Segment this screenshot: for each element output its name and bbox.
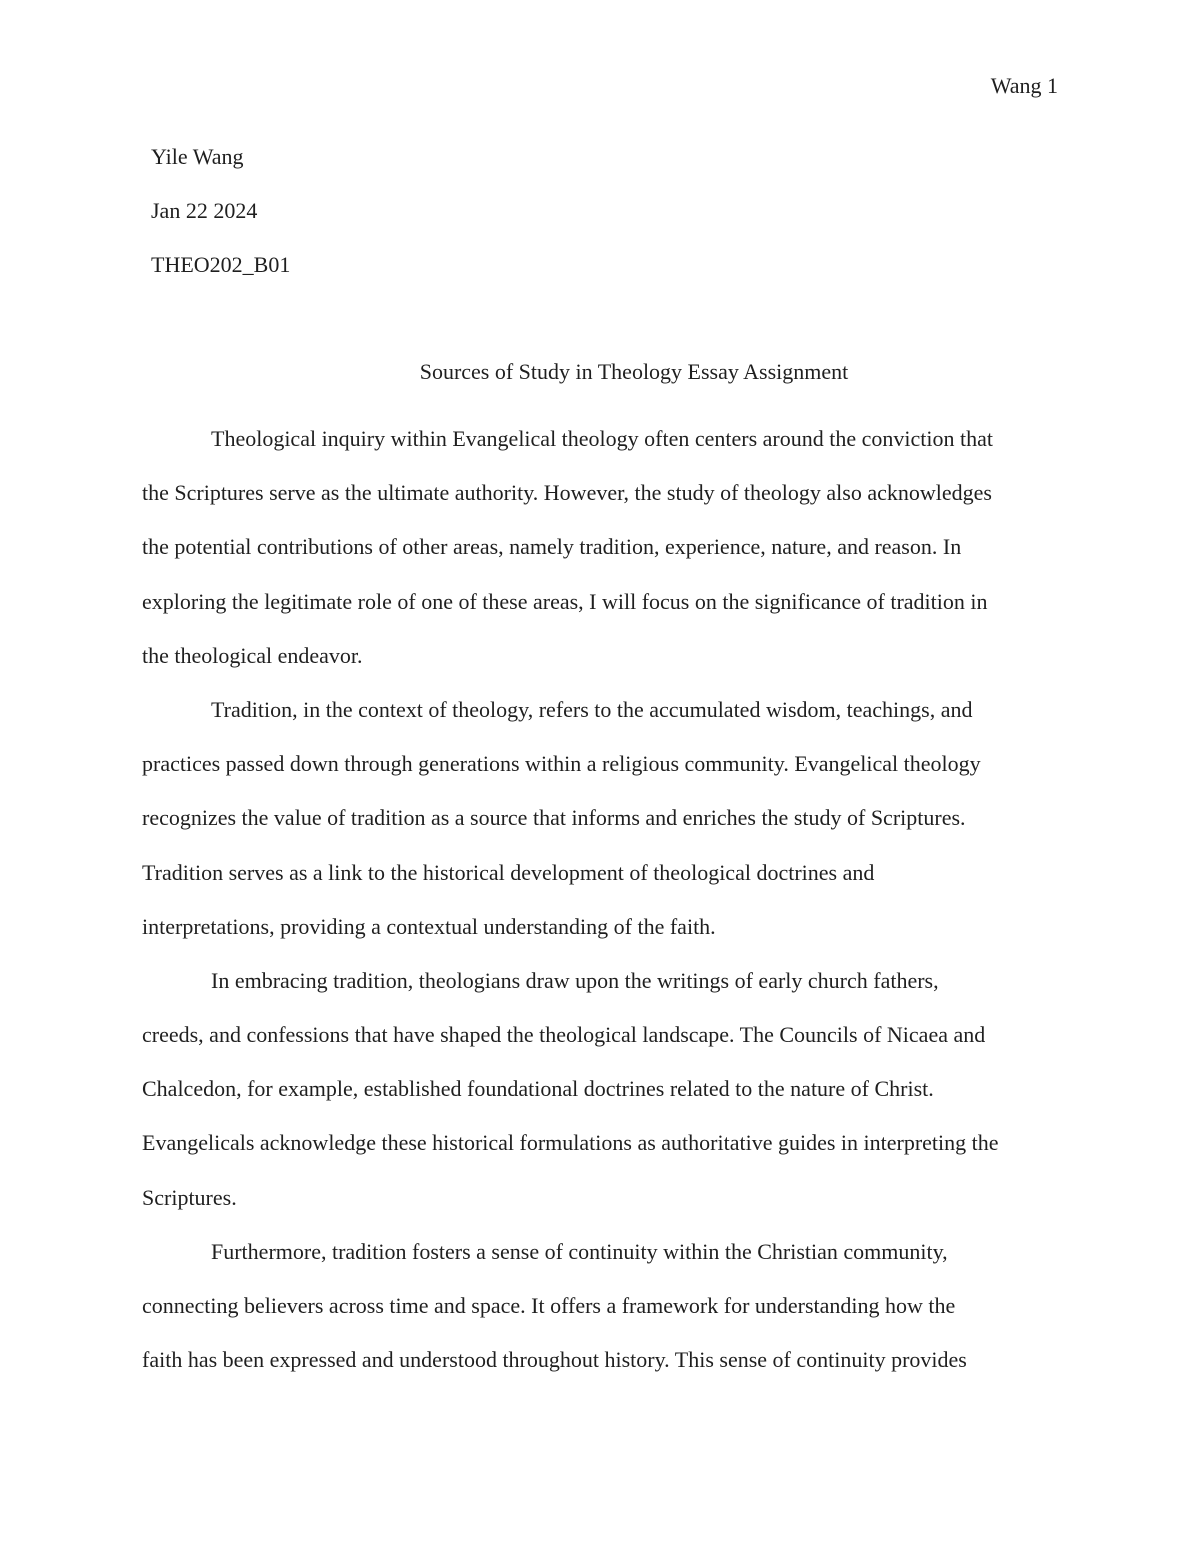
paragraph-line: recognizes the value of tradition as a source that informs and enriches the study of Scriptures. xyxy=(142,805,966,831)
paragraph-line: Theological inquiry within Evangelical theology often centers around the conviction that xyxy=(211,426,993,451)
running-head: Wang 1 xyxy=(990,73,1058,98)
paragraph-line: the theological endeavor. xyxy=(142,642,363,668)
paragraph-line: Chalcedon, for example, established foundational doctrines related to the nature of Christ. xyxy=(142,1076,934,1102)
paragraph-3 xyxy=(142,954,1062,1225)
paragraph-line: Furthermore, tradition fosters a sense of continuity within the Christian community, xyxy=(211,1238,948,1264)
author-name: Yile Wang xyxy=(151,144,244,169)
paragraph-line: exploring the legitimate role of one of these areas, I will focus on the significance of tradition in xyxy=(142,588,988,614)
paragraph-2 xyxy=(142,683,1062,954)
paragraph-line: the potential contributions of other areas, namely tradition, experience, nature, and reason. In xyxy=(142,534,962,560)
paragraph-line: connecting believers across time and space. It offers a framework for understanding how the xyxy=(142,1293,956,1318)
essay-date: Jan 22 2024 xyxy=(151,198,258,223)
paragraph-line: practices passed down through generations within a religious community. Evangelical theology xyxy=(142,751,981,777)
paragraph-line: Scriptures. xyxy=(142,1184,237,1210)
paragraph-line: the Scriptures serve as the ultimate authority. However, the study of theology also acknowledges xyxy=(142,480,992,506)
paragraph-line: interpretations, providing a contextual understanding of the faith. xyxy=(142,913,716,939)
paragraph-line: Tradition, in the context of theology, refers to the accumulated wisdom, teachings, and xyxy=(211,696,973,722)
essay-title: Sources of Study in Theology Essay Assignment xyxy=(419,359,849,384)
paragraph-line: faith has been expressed and understood throughout history. This sense of continuity provides xyxy=(142,1347,967,1373)
paragraph-line: Tradition serves as a link to the historical development of theological doctrines and xyxy=(142,859,875,885)
paragraph-line: In embracing tradition, theologians draw upon the writings of early church fathers, xyxy=(211,967,939,993)
course-code: THEO202_B01 xyxy=(151,252,291,277)
essay-body xyxy=(142,412,1062,1387)
paragraph-4 xyxy=(142,1225,1062,1388)
paragraph-1 xyxy=(142,412,1062,683)
paragraph-line: creeds, and confessions that have shaped the theological landscape. The Councils of Nicaea and xyxy=(142,1022,986,1048)
paragraph-line: Evangelicals acknowledge these historical formulations as authoritative guides in interpreting the xyxy=(142,1130,999,1156)
mla-heading xyxy=(151,143,851,305)
